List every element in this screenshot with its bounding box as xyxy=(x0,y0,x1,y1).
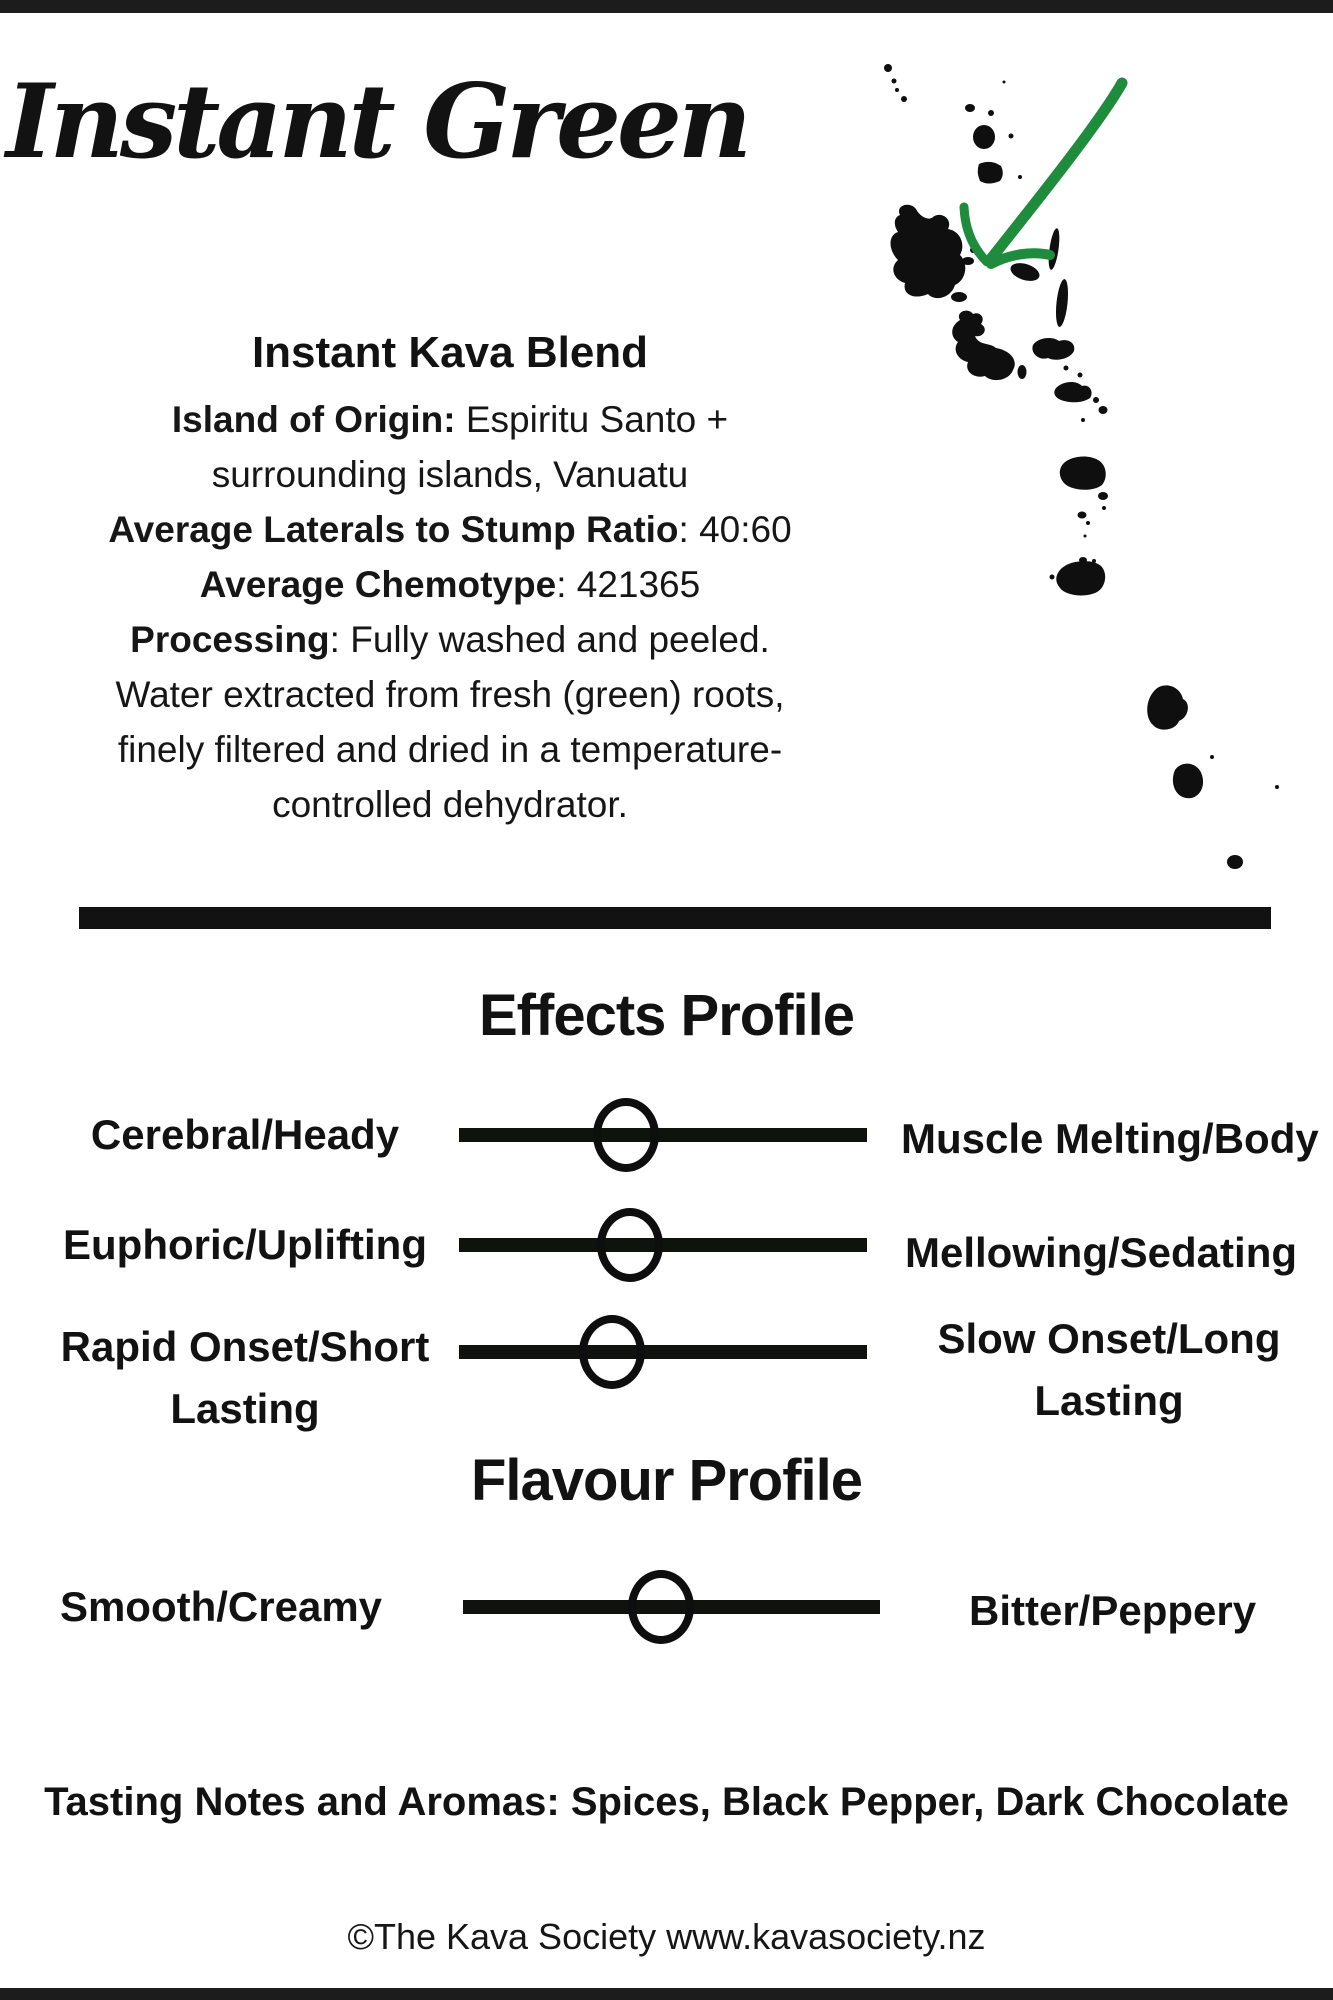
info-line-origin xyxy=(60,392,840,447)
effects-slider-3-right-label: Slow Onset/Long Lasting xyxy=(937,1315,1281,1424)
info-label: Processing xyxy=(130,619,330,660)
slider-marker xyxy=(628,1570,694,1644)
info-value: controlled dehydrator. xyxy=(272,784,628,825)
effects-slider-2 xyxy=(459,1238,867,1252)
effects-slider-2-left-label: Euphoric/Uplifting xyxy=(63,1221,427,1268)
effects-slider-2-right-label: Mellowing/Sedating xyxy=(905,1229,1298,1276)
info-value: : 40:60 xyxy=(678,509,792,550)
flavour-slider-right-label: Bitter/Peppery xyxy=(969,1587,1257,1634)
brand-title: Instant Green xyxy=(6,62,749,182)
info-value: surrounding islands, Vanuatu xyxy=(211,454,689,495)
section-divider xyxy=(79,907,1271,929)
effects-profile-title: Effects Profile xyxy=(479,983,854,1048)
flavour-profile-title: Flavour Profile xyxy=(470,1448,863,1513)
info-label: Average Laterals to Stump Ratio xyxy=(108,509,679,550)
effects-slider-1-right-label: Muscle Melting/Body xyxy=(901,1115,1319,1162)
tasting-notes: Tasting Notes and Aromas: Spices, Black Pepper, Dark Chocolate xyxy=(44,1780,1289,1824)
info-line-processing xyxy=(60,612,840,667)
info-line-processing-2 xyxy=(60,667,840,722)
slider-marker xyxy=(593,1098,659,1172)
effects-slider-3-left-label: Rapid Onset/Short Lasting xyxy=(60,1323,430,1432)
info-label: Island of Origin: xyxy=(171,399,456,440)
slider-bar xyxy=(459,1128,867,1142)
info-value: : 421365 xyxy=(556,564,701,605)
info-line-processing-4 xyxy=(60,777,840,832)
flavour-slider-left-label: Smooth/Creamy xyxy=(59,1583,383,1630)
info-value: Espiritu Santo + xyxy=(455,399,729,440)
flavour-slider xyxy=(463,1600,880,1614)
slider-bar xyxy=(459,1345,867,1359)
vanuatu-map xyxy=(860,50,1310,880)
effects-slider-1-left-label: Cerebral/Heady xyxy=(90,1111,400,1158)
info-value: Water extracted from fresh (green) roots, xyxy=(115,674,785,715)
top-border-bar xyxy=(0,0,1333,13)
product-info xyxy=(60,328,840,832)
vanuatu-islands xyxy=(884,64,1279,869)
effects-slider-1 xyxy=(459,1128,867,1142)
info-value: finely filtered and dried in a temperature- xyxy=(117,729,783,770)
footer-copyright: ©The Kava Society www.kavasociety.nz xyxy=(347,1916,986,1957)
slider-marker xyxy=(579,1315,645,1389)
info-line-origin-2 xyxy=(60,447,840,502)
info-line-chemotype xyxy=(60,557,840,612)
info-line-ratio xyxy=(60,502,840,557)
slider-marker xyxy=(597,1208,663,1282)
info-heading: Instant Kava Blend xyxy=(251,328,649,377)
bottom-border-bar xyxy=(0,1988,1333,2000)
effects-slider-3 xyxy=(459,1345,867,1359)
info-value: : Fully washed and peeled. xyxy=(329,619,770,660)
info-label: Average Chemotype xyxy=(199,564,557,605)
info-line-processing-3 xyxy=(60,722,840,777)
